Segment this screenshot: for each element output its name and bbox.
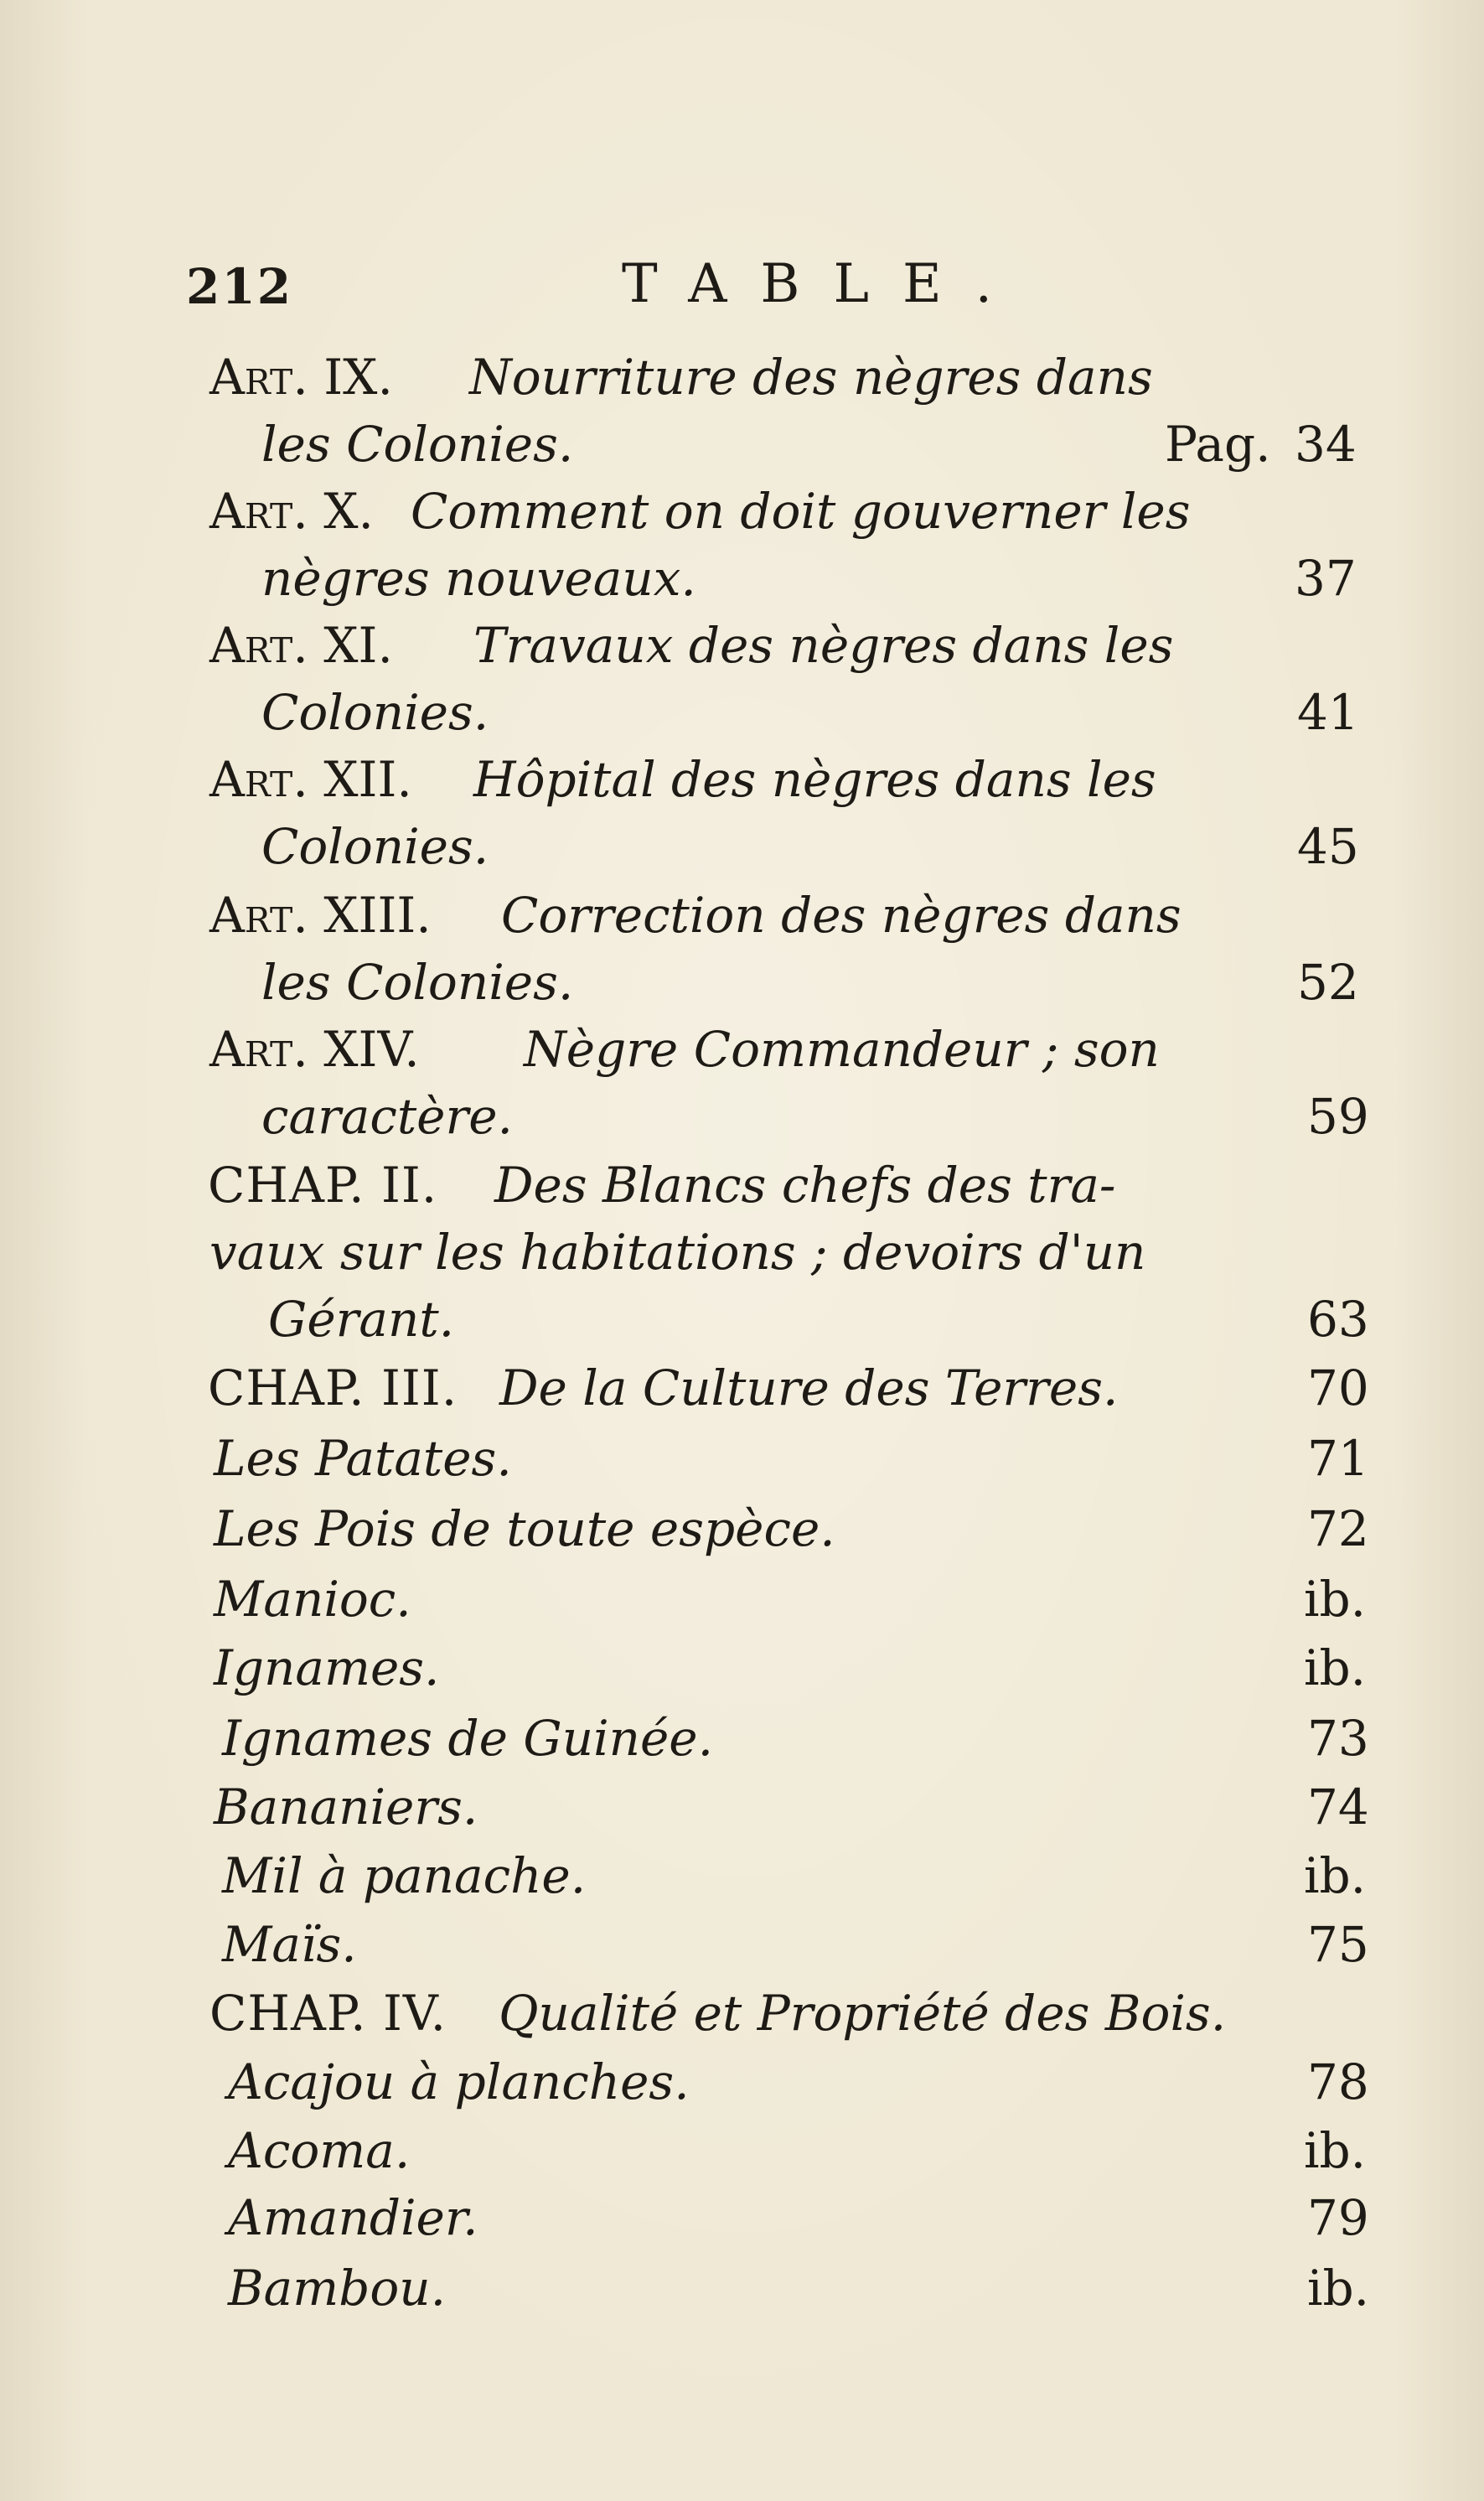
- entry-title: Bananiers.: [214, 1779, 478, 1836]
- toc-entry-art-xi: [0, 612, 1484, 679]
- entry-title: De la Culture des Terres.: [499, 1359, 1119, 1416]
- toc-entry-chap-iii: [0, 1354, 1484, 1421]
- entry-title: Acoma.: [228, 2122, 411, 2179]
- entry-title-continued: les Colonies.: [261, 954, 574, 1011]
- toc-entry-chap-ii-cont2: [0, 1286, 1484, 1353]
- toc-entry-patates: [0, 1425, 1484, 1492]
- entry-label: Art. XII.: [209, 751, 412, 808]
- entry-title: Ignames de Guinée.: [222, 1710, 714, 1767]
- toc-entry-art-ix-cont: [0, 411, 1484, 478]
- entry-title: Amandier.: [228, 2189, 478, 2246]
- entry-title: Nourriture des nègres dans: [469, 349, 1153, 406]
- entry-label: Art. XI.: [209, 617, 393, 674]
- entry-page: 59: [1307, 1088, 1369, 1145]
- entry-title: Correction des nègres dans: [501, 887, 1182, 944]
- entry-title: Bambou.: [228, 2260, 447, 2317]
- entry-label: Art. X.: [209, 483, 374, 540]
- entry-title: Comment on doit gouverner les: [411, 483, 1191, 540]
- entry-page: 74: [1307, 1779, 1369, 1836]
- toc-entry-ignames-guinee: [0, 1705, 1484, 1772]
- entry-title: Hôpital des nègres dans les: [473, 751, 1156, 808]
- entry-title-continued: Gérant.: [268, 1291, 455, 1348]
- entry-title-continued: Colonies.: [261, 684, 489, 741]
- entry-title-continued: Colonies.: [261, 818, 489, 875]
- entry-title: Manioc.: [214, 1571, 411, 1628]
- entry-title: Des Blancs chefs des tra-: [494, 1157, 1116, 1214]
- running-title: TABLE.: [622, 253, 1026, 315]
- entry-page: 79: [1307, 2189, 1369, 2246]
- entry-title-continued: nègres nouveaux.: [261, 550, 696, 607]
- toc-entry-bananiers: [0, 1773, 1484, 1841]
- entry-page: 78: [1307, 2053, 1369, 2110]
- entry-page: ib.: [1304, 1847, 1367, 1904]
- entry-title: Ignames.: [214, 1639, 440, 1696]
- toc-entry-chap-ii-cont: [0, 1219, 1484, 1286]
- entry-title: Qualité et Propriété des Bois.: [499, 1985, 1227, 2042]
- toc-entry-acajou: [0, 2048, 1484, 2115]
- entry-title-continued: caractère.: [261, 1088, 513, 1145]
- entry-title: Maïs.: [222, 1916, 357, 1973]
- entry-page: 41: [1297, 684, 1359, 741]
- toc-entry-acoma: [0, 2117, 1484, 2184]
- toc-entry-manioc: [0, 1566, 1484, 1633]
- entry-page: 71: [1307, 1430, 1369, 1487]
- toc-entry-art-x-cont: [0, 545, 1484, 612]
- toc-entry-art-xii-cont: [0, 813, 1484, 880]
- entry-page: 63: [1307, 1291, 1369, 1348]
- entry-page: 72: [1307, 1500, 1369, 1557]
- entry-page: 37: [1295, 550, 1357, 607]
- entry-title: Mil à panache.: [222, 1847, 587, 1904]
- entry-page: 34: [1295, 416, 1357, 473]
- entry-label: Art. XIV.: [209, 1021, 420, 1078]
- entry-title-continued: vaux sur les habitations ; devoirs d'un: [209, 1224, 1146, 1281]
- page-prefix: Pag.: [1165, 416, 1271, 473]
- toc-entry-art-x: [0, 478, 1484, 545]
- entry-page: 70: [1307, 1359, 1369, 1416]
- entry-page: ib.: [1304, 1639, 1367, 1696]
- entry-page: ib.: [1304, 2122, 1367, 2179]
- toc-entry-pois: [0, 1495, 1484, 1562]
- toc-entry-amandier: [0, 2184, 1484, 2251]
- entry-title: Les Patates.: [214, 1430, 512, 1487]
- toc-entry-art-xiv-cont: [0, 1083, 1484, 1150]
- entry-page: 75: [1307, 1916, 1369, 1973]
- entry-title: Les Pois de toute espèce.: [214, 1500, 835, 1557]
- entry-page: 45: [1297, 818, 1359, 875]
- toc-entry-art-xiii-cont: [0, 949, 1484, 1016]
- toc-entry-art-xiii: [0, 882, 1484, 949]
- toc-entry-mais: [0, 1911, 1484, 1978]
- entry-title: Nègre Commandeur ; son: [524, 1021, 1160, 1078]
- entry-page: ib.: [1307, 2260, 1370, 2317]
- toc-entry-mil: [0, 1842, 1484, 1909]
- entry-label: CHAP. II.: [208, 1157, 438, 1214]
- toc-entry-chap-iv: [0, 1980, 1484, 2047]
- page-number: 212: [186, 258, 293, 315]
- entry-title: Acajou à planches.: [228, 2053, 690, 2110]
- toc-entry-bambou: [0, 2255, 1484, 2322]
- entry-title-continued: les Colonies.: [261, 416, 574, 473]
- entry-page: 73: [1307, 1710, 1369, 1767]
- entry-label: CHAP. IV.: [209, 1985, 447, 2042]
- entry-label: Art. IX.: [209, 349, 393, 406]
- entry-title: Travaux des nègres dans les: [473, 617, 1174, 674]
- entry-label: CHAP. III.: [208, 1359, 458, 1416]
- toc-entry-art-ix: [0, 344, 1484, 411]
- toc-entry-chap-ii: [0, 1152, 1484, 1219]
- entry-page: ib.: [1304, 1571, 1367, 1628]
- toc-entry-art-xii: [0, 746, 1484, 813]
- toc-entry-ignames: [0, 1634, 1484, 1701]
- toc-entry-art-xiv: [0, 1016, 1484, 1083]
- toc-entry-art-xi-cont: [0, 679, 1484, 746]
- entry-page: 52: [1297, 954, 1359, 1011]
- entry-label: Art. XIII.: [209, 887, 432, 944]
